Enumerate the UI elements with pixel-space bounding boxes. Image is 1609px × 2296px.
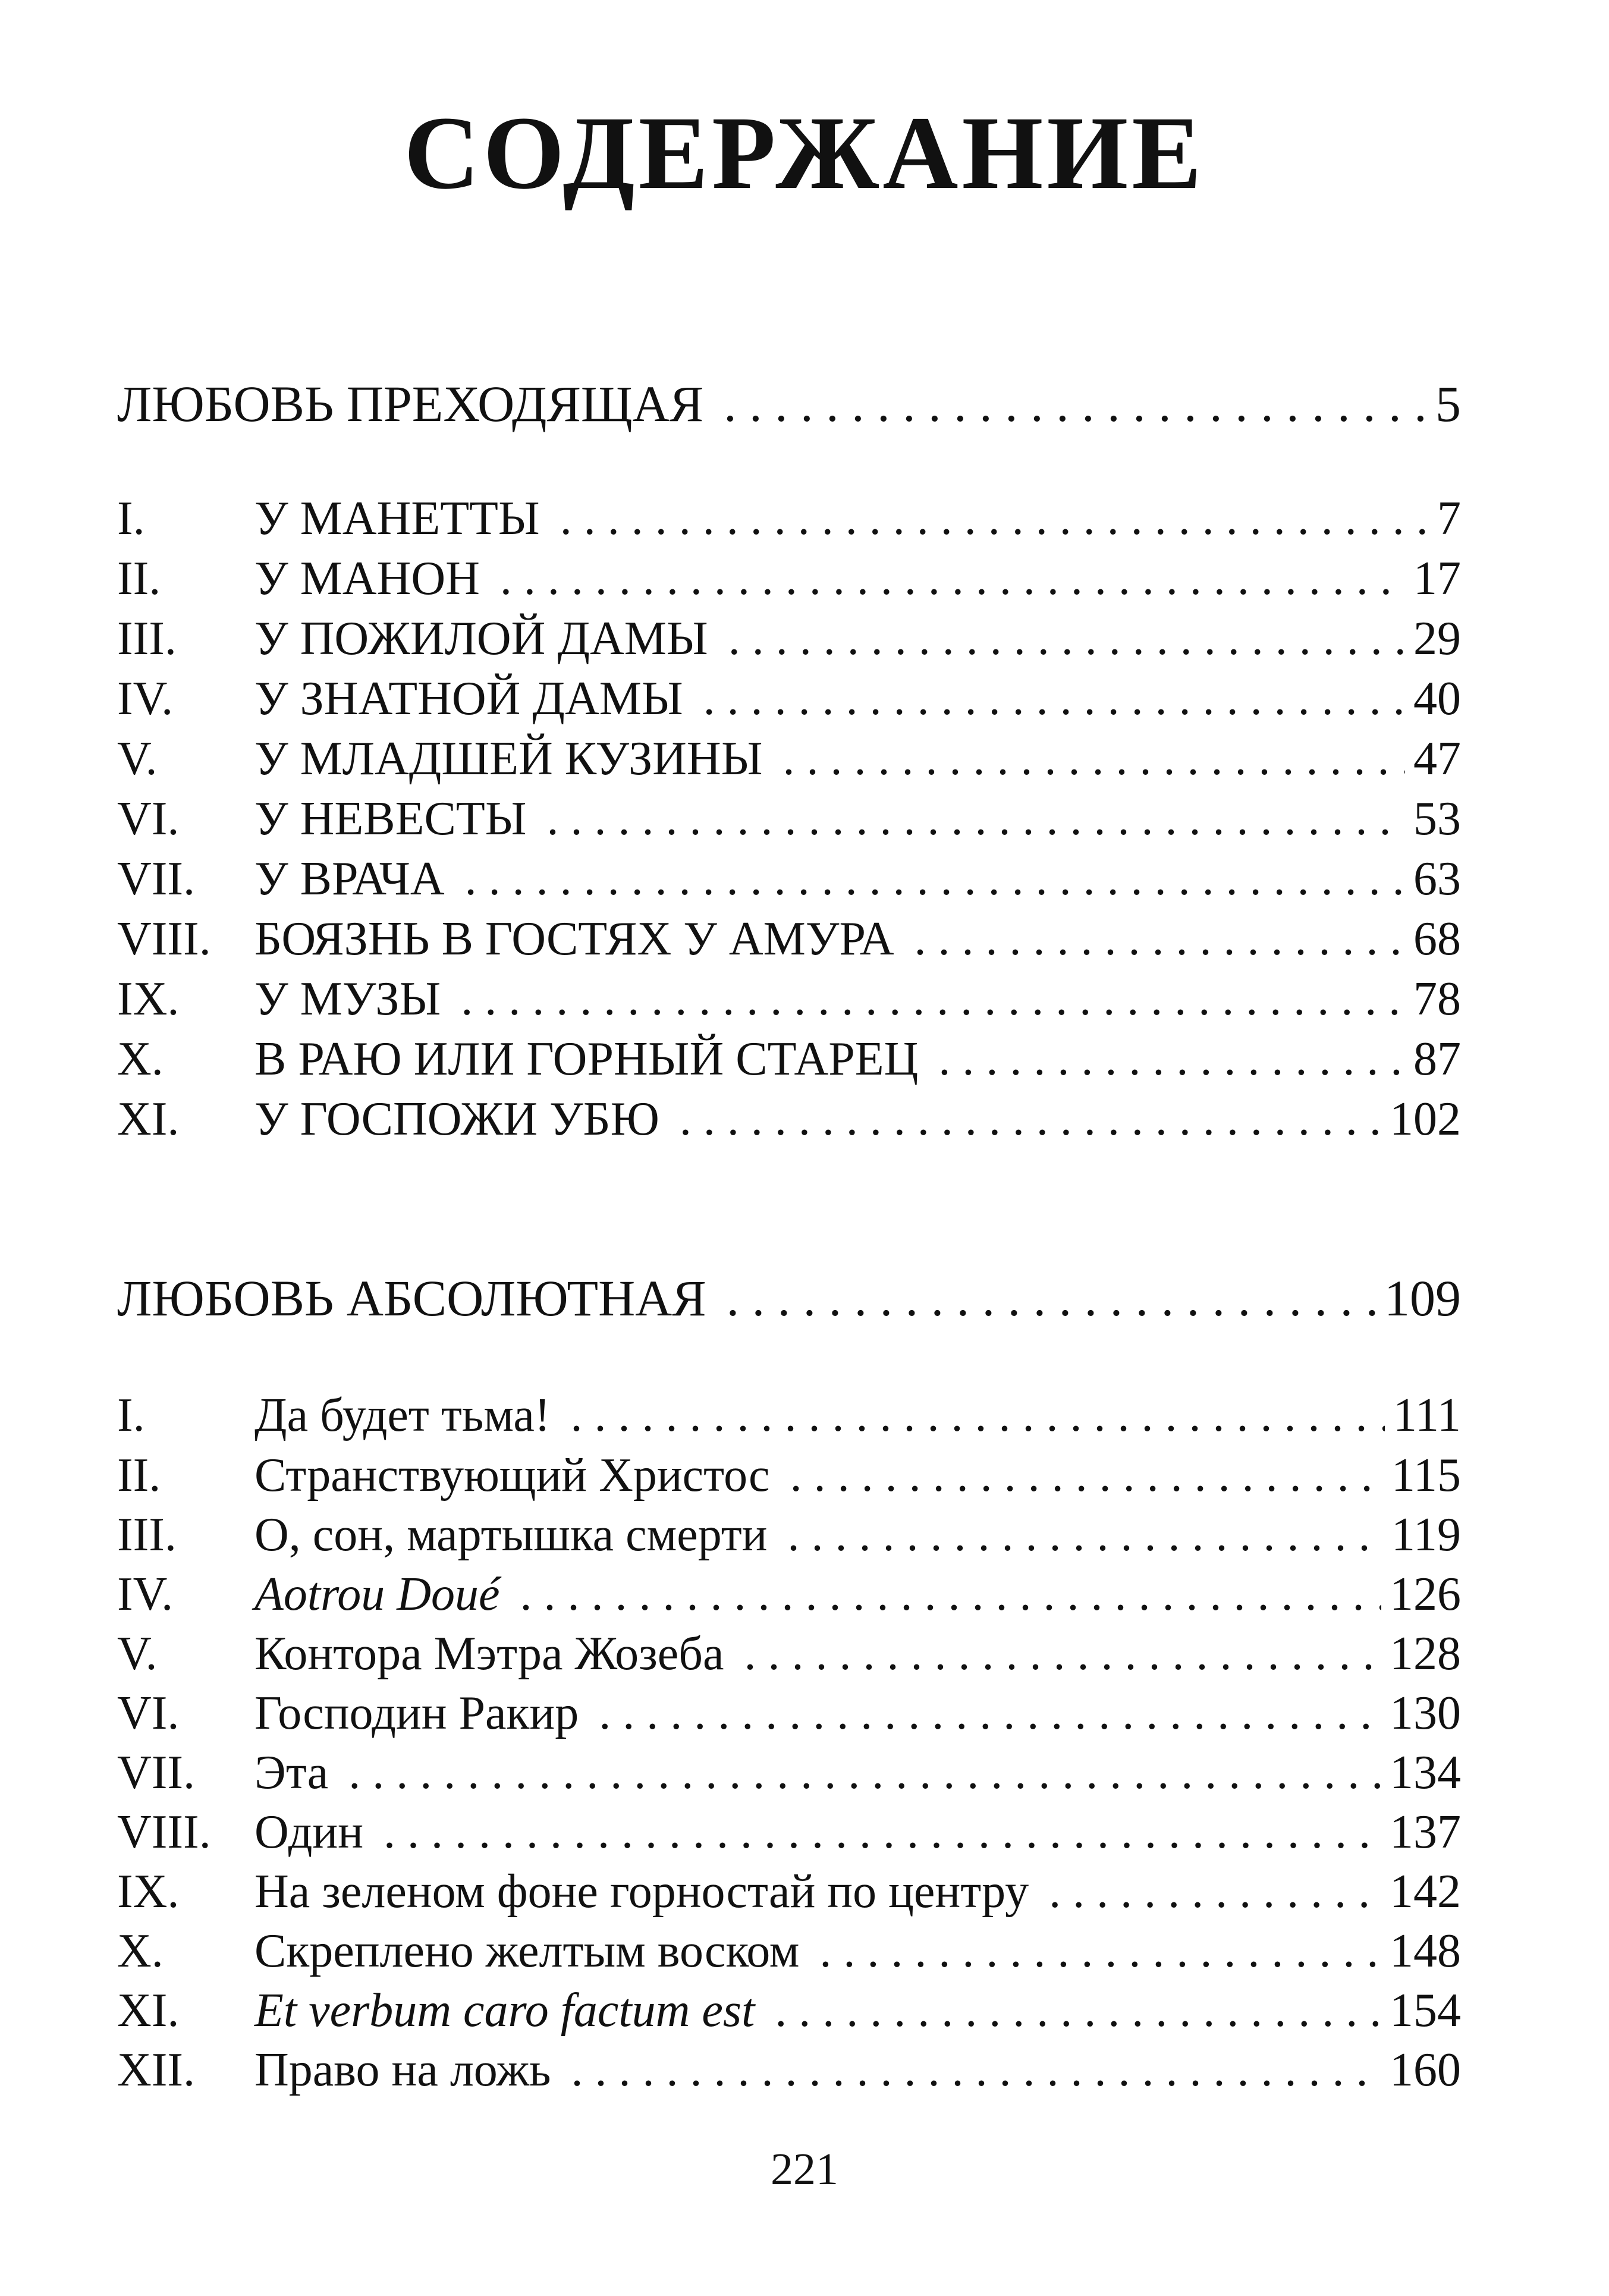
toc-entry bbox=[117, 1511, 1461, 1559]
entry-title: БОЯЗНЬ В ГОСТЯХ У АМУРА bbox=[254, 913, 894, 965]
page-number: 221 bbox=[771, 2144, 838, 2194]
entry-title: У ГОСПОЖИ УБЮ bbox=[254, 1093, 659, 1145]
entry-page-number: 142 bbox=[1390, 1865, 1461, 1918]
section-page-number: 109 bbox=[1384, 1270, 1461, 1327]
entry-title: Скреплено желтым воском bbox=[254, 1925, 800, 1977]
entry-title: Aotrou Doué bbox=[254, 1568, 500, 1620]
page-title: СОДЕРЖАНИЕ bbox=[404, 95, 1205, 211]
toc-entry bbox=[117, 1095, 1461, 1143]
dot-leader bbox=[461, 975, 1405, 1023]
toc-entry bbox=[117, 915, 1461, 963]
entry-page-number: 148 bbox=[1390, 1925, 1461, 1977]
roman-numeral: V. bbox=[117, 1628, 158, 1680]
toc-entry bbox=[117, 1568, 1461, 1620]
entry-title: У НЕВЕСТЫ bbox=[254, 793, 527, 845]
dot-leader bbox=[571, 1392, 1385, 1439]
roman-numeral: III. bbox=[117, 613, 177, 665]
entry-page-number: 102 bbox=[1390, 1093, 1461, 1145]
roman-numeral: IX. bbox=[117, 973, 180, 1025]
dot-leader bbox=[914, 915, 1405, 963]
dot-leader bbox=[787, 1511, 1383, 1559]
toc-entry bbox=[117, 675, 1461, 723]
toc-entry bbox=[117, 1865, 1461, 1918]
entry-page-number: 160 bbox=[1390, 2044, 1461, 2096]
dot-leader bbox=[348, 1749, 1381, 1796]
entry-title: Господин Ракир bbox=[254, 1687, 579, 1739]
entry-page-number: 78 bbox=[1413, 973, 1461, 1025]
entry-page-number: 154 bbox=[1390, 1984, 1461, 2037]
toc-entry bbox=[117, 492, 1461, 545]
roman-numeral: VI. bbox=[117, 1687, 180, 1739]
roman-numeral: XII. bbox=[117, 2044, 196, 2096]
roman-numeral: II. bbox=[117, 1449, 161, 1502]
roman-numeral: I. bbox=[117, 492, 145, 545]
roman-numeral: VI. bbox=[117, 793, 180, 845]
toc-section-1 bbox=[117, 375, 1461, 432]
toc-entry bbox=[117, 795, 1461, 843]
dot-leader bbox=[744, 1630, 1381, 1678]
roman-numeral: I. bbox=[117, 1389, 145, 1441]
dot-leader bbox=[599, 1689, 1381, 1737]
dot-leader bbox=[938, 1035, 1405, 1083]
entry-page-number: 87 bbox=[1413, 1033, 1461, 1085]
toc-section-2 bbox=[117, 1270, 1461, 1327]
toc-entry bbox=[117, 1747, 1461, 1799]
roman-numeral: III. bbox=[117, 1509, 177, 1561]
toc-entry bbox=[117, 735, 1461, 783]
entry-title: Да будет тьма! bbox=[254, 1389, 551, 1441]
entry-page-number: 29 bbox=[1413, 613, 1461, 665]
dot-leader bbox=[782, 735, 1405, 783]
entry-page-number: 128 bbox=[1390, 1628, 1461, 1680]
toc-entry bbox=[117, 1689, 1461, 1737]
entry-title: Один bbox=[254, 1806, 364, 1858]
entry-page-number: 7 bbox=[1437, 492, 1461, 545]
toc-entry bbox=[117, 1389, 1461, 1441]
dot-leader bbox=[728, 615, 1405, 662]
roman-numeral: IV. bbox=[117, 673, 174, 725]
dot-leader bbox=[571, 2046, 1381, 2094]
roman-numeral: VIII. bbox=[117, 1806, 211, 1858]
toc-entry bbox=[117, 613, 1461, 665]
toc-entry bbox=[117, 1035, 1461, 1083]
dot-leader bbox=[790, 1452, 1383, 1499]
dot-leader bbox=[520, 1571, 1381, 1618]
roman-numeral: VII. bbox=[117, 853, 196, 905]
dot-leader bbox=[819, 1927, 1381, 1975]
toc-entry bbox=[117, 1808, 1461, 1856]
roman-numeral: II. bbox=[117, 552, 161, 605]
dot-leader bbox=[384, 1808, 1381, 1856]
entry-title: На зеленом фоне горностай по центру bbox=[254, 1865, 1029, 1918]
toc-entry bbox=[117, 1927, 1461, 1975]
roman-numeral: VIII. bbox=[117, 913, 211, 965]
dot-leader bbox=[1049, 1868, 1381, 1915]
toc-entry bbox=[117, 975, 1461, 1023]
toc-entry bbox=[117, 2046, 1461, 2094]
entry-page-number: 115 bbox=[1391, 1449, 1461, 1502]
dot-leader bbox=[560, 495, 1429, 542]
section-title: ЛЮБОВЬ ПРЕХОДЯЩАЯ bbox=[117, 375, 704, 432]
dot-leader bbox=[724, 378, 1427, 429]
roman-numeral: X. bbox=[117, 1033, 164, 1085]
entry-title: О, сон, мартышка смерти bbox=[254, 1509, 768, 1561]
roman-numeral: X. bbox=[117, 1925, 164, 1977]
entry-page-number: 63 bbox=[1413, 853, 1461, 905]
entry-title: В РАЮ ИЛИ ГОРНЫЙ СТАРЕЦ bbox=[254, 1033, 919, 1085]
entry-page-number: 68 bbox=[1413, 913, 1461, 965]
dot-leader bbox=[547, 795, 1406, 843]
entry-page-number: 126 bbox=[1390, 1568, 1461, 1620]
toc-entry bbox=[117, 1449, 1461, 1502]
entry-page-number: 40 bbox=[1413, 673, 1461, 725]
entry-title: Право на ложь bbox=[254, 2044, 551, 2096]
entry-title: У ПОЖИЛОЙ ДАМЫ bbox=[254, 613, 708, 665]
entry-title: У ЗНАТНОЙ ДАМЫ bbox=[254, 673, 683, 725]
entry-page-number: 111 bbox=[1393, 1389, 1461, 1441]
dot-leader bbox=[680, 1095, 1381, 1143]
roman-numeral: XI. bbox=[117, 1093, 180, 1145]
entry-page-number: 119 bbox=[1391, 1509, 1461, 1561]
toc-entry bbox=[117, 1630, 1461, 1678]
toc-entry bbox=[117, 855, 1461, 903]
dot-leader bbox=[465, 855, 1405, 903]
section-page-number: 5 bbox=[1435, 375, 1461, 432]
entry-page-number: 17 bbox=[1413, 552, 1461, 605]
roman-numeral: XI. bbox=[117, 1984, 180, 2037]
entry-title: Странствующий Христос bbox=[254, 1449, 770, 1502]
roman-numeral: VII. bbox=[117, 1747, 196, 1799]
entry-title: Et verbum caro factum est bbox=[254, 1984, 755, 2037]
roman-numeral: IV. bbox=[117, 1568, 174, 1620]
roman-numeral: IX. bbox=[117, 1865, 180, 1918]
entry-page-number: 47 bbox=[1413, 733, 1461, 785]
toc-entry bbox=[117, 1984, 1461, 2037]
entry-page-number: 134 bbox=[1390, 1747, 1461, 1799]
dot-leader bbox=[775, 1987, 1381, 2034]
roman-numeral: V. bbox=[117, 733, 158, 785]
toc-entry bbox=[117, 552, 1461, 605]
entry-title: У МАНЕТТЫ bbox=[254, 492, 540, 545]
entry-title: У МУЗЫ bbox=[254, 973, 441, 1025]
dot-leader bbox=[500, 555, 1405, 602]
section-title: ЛЮБОВЬ АБСОЛЮТНАЯ bbox=[117, 1270, 706, 1327]
entry-title: Контора Мэтра Жозеба bbox=[254, 1628, 724, 1680]
entry-page-number: 53 bbox=[1413, 793, 1461, 845]
dot-leader bbox=[727, 1273, 1376, 1324]
entry-title: Эта bbox=[254, 1747, 329, 1799]
entry-page-number: 130 bbox=[1390, 1687, 1461, 1739]
entry-page-number: 137 bbox=[1390, 1806, 1461, 1858]
entry-title: У ВРАЧА bbox=[254, 853, 445, 905]
entry-title: У МАНОН bbox=[254, 552, 480, 605]
dot-leader bbox=[703, 675, 1405, 723]
entry-title: У МЛАДШЕЙ КУЗИНЫ bbox=[254, 733, 763, 785]
